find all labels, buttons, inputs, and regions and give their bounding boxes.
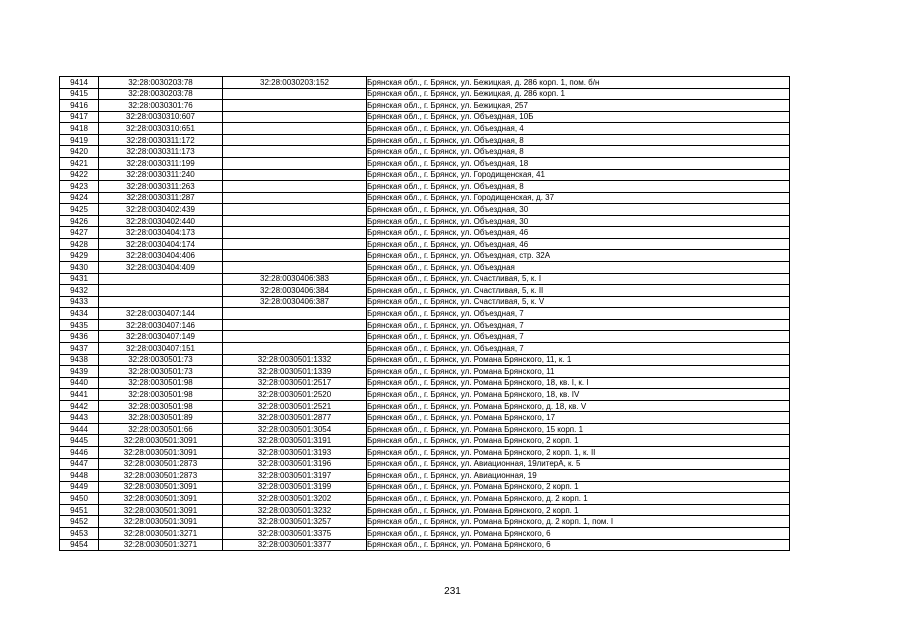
parcel-cadastral-cell: 32:28:0030501:3271 — [99, 539, 223, 551]
address-cell: Брянская обл., г. Брянск, ул. Авиационная, 19 — [367, 470, 790, 482]
parcel-cadastral-cell: 32:28:0030501:89 — [99, 412, 223, 424]
row-number-cell: 9436 — [60, 331, 99, 343]
registry-table — [59, 76, 790, 551]
row-number-cell: 9447 — [60, 458, 99, 470]
table-row — [60, 111, 790, 123]
row-number-cell: 9433 — [60, 296, 99, 308]
parcel-cadastral-cell: 32:28:0030501:66 — [99, 423, 223, 435]
parcel-cadastral-cell: 32:28:0030404:174 — [99, 238, 223, 250]
table-row — [60, 412, 790, 424]
table-row — [60, 134, 790, 146]
row-number-cell: 9425 — [60, 204, 99, 216]
object-cadastral-cell — [223, 250, 367, 262]
parcel-cadastral-cell: 32:28:0030311:263 — [99, 181, 223, 193]
table-row — [60, 238, 790, 250]
object-cadastral-cell: 32:28:0030501:2517 — [223, 377, 367, 389]
row-number-cell: 9430 — [60, 262, 99, 274]
table-row — [60, 493, 790, 505]
row-number-cell: 9418 — [60, 123, 99, 135]
table-row — [60, 146, 790, 158]
object-cadastral-cell: 32:28:0030501:3196 — [223, 458, 367, 470]
address-cell: Брянская обл., г. Брянск, ул. Объездная, 10Б — [367, 111, 790, 123]
object-cadastral-cell: 32:28:0030501:2520 — [223, 389, 367, 401]
object-cadastral-cell — [223, 146, 367, 158]
row-number-cell: 9426 — [60, 215, 99, 227]
address-cell: Брянская обл., г. Брянск, ул. Городищенская, д. 37 — [367, 192, 790, 204]
object-cadastral-cell — [223, 181, 367, 193]
row-number-cell: 9423 — [60, 181, 99, 193]
address-cell: Брянская обл., г. Брянск, ул. Романа Брянского, д. 2 корп. 1, пом. I — [367, 516, 790, 528]
object-cadastral-cell — [223, 88, 367, 100]
address-cell: Брянская обл., г. Брянск, ул. Городищенская, 41 — [367, 169, 790, 181]
object-cadastral-cell — [223, 123, 367, 135]
address-cell: Брянская обл., г. Брянск, ул. Объездная, 7 — [367, 342, 790, 354]
address-cell: Брянская обл., г. Брянск, ул. Счастливая, 5, к. V — [367, 296, 790, 308]
row-number-cell: 9431 — [60, 273, 99, 285]
parcel-cadastral-cell: 32:28:0030501:98 — [99, 400, 223, 412]
parcel-cadastral-cell — [99, 273, 223, 285]
address-cell: Брянская обл., г. Брянск, ул. Объездная, 46 — [367, 227, 790, 239]
table-row — [60, 377, 790, 389]
table-row — [60, 458, 790, 470]
object-cadastral-cell — [223, 342, 367, 354]
address-cell: Брянская обл., г. Брянск, ул. Романа Брянского, 17 — [367, 412, 790, 424]
address-cell: Брянская обл., г. Брянск, ул. Романа Брянского, 11 — [367, 366, 790, 378]
row-number-cell: 9422 — [60, 169, 99, 181]
row-number-cell: 9454 — [60, 539, 99, 551]
row-number-cell: 9451 — [60, 504, 99, 516]
parcel-cadastral-cell: 32:28:0030311:173 — [99, 146, 223, 158]
address-cell: Брянская обл., г. Брянск, ул. Авиационная, 19литерA, к. 5 — [367, 458, 790, 470]
row-number-cell: 9442 — [60, 400, 99, 412]
row-number-cell: 9432 — [60, 285, 99, 297]
table-row — [60, 296, 790, 308]
row-number-cell: 9419 — [60, 134, 99, 146]
parcel-cadastral-cell: 32:28:0030501:98 — [99, 389, 223, 401]
object-cadastral-cell — [223, 157, 367, 169]
row-number-cell: 9445 — [60, 435, 99, 447]
address-cell: Брянская обл., г. Брянск, ул. Романа Брянского, д. 18, кв. V — [367, 400, 790, 412]
object-cadastral-cell: 32:28:0030501:3257 — [223, 516, 367, 528]
address-cell: Брянская обл., г. Брянск, ул. Объездная, 30 — [367, 204, 790, 216]
table-row — [60, 262, 790, 274]
table-row — [60, 192, 790, 204]
table-row — [60, 447, 790, 459]
row-number-cell: 9421 — [60, 157, 99, 169]
object-cadastral-cell — [223, 308, 367, 320]
table-row — [60, 157, 790, 169]
table-row — [60, 435, 790, 447]
object-cadastral-cell — [223, 169, 367, 181]
row-number-cell: 9420 — [60, 146, 99, 158]
parcel-cadastral-cell: 32:28:0030501:73 — [99, 354, 223, 366]
row-number-cell: 9427 — [60, 227, 99, 239]
table-row — [60, 481, 790, 493]
row-number-cell: 9438 — [60, 354, 99, 366]
row-number-cell: 9428 — [60, 238, 99, 250]
object-cadastral-cell: 32:28:0030203:152 — [223, 77, 367, 89]
object-cadastral-cell — [223, 215, 367, 227]
address-cell: Брянская обл., г. Брянск, ул. Романа Брянского, 6 — [367, 527, 790, 539]
parcel-cadastral-cell: 32:28:0030407:151 — [99, 342, 223, 354]
row-number-cell: 9424 — [60, 192, 99, 204]
row-number-cell: 9416 — [60, 100, 99, 112]
address-cell: Брянская обл., г. Брянск, ул. Романа Брянского, 6 — [367, 539, 790, 551]
parcel-cadastral-cell — [99, 285, 223, 297]
table-row — [60, 273, 790, 285]
parcel-cadastral-cell: 32:28:0030501:73 — [99, 366, 223, 378]
address-cell: Брянская обл., г. Брянск, ул. Романа Брянского, 18, кв. I, к. I — [367, 377, 790, 389]
parcel-cadastral-cell: 32:28:0030501:2873 — [99, 458, 223, 470]
parcel-cadastral-cell: 32:28:0030407:144 — [99, 308, 223, 320]
object-cadastral-cell: 32:28:0030501:3232 — [223, 504, 367, 516]
page-number: 231 — [444, 586, 461, 597]
table-row — [60, 319, 790, 331]
object-cadastral-cell: 32:28:0030501:3202 — [223, 493, 367, 505]
table-row — [60, 181, 790, 193]
parcel-cadastral-cell: 32:28:0030203:78 — [99, 88, 223, 100]
table-row — [60, 215, 790, 227]
row-number-cell: 9434 — [60, 308, 99, 320]
parcel-cadastral-cell: 32:28:0030311:172 — [99, 134, 223, 146]
parcel-cadastral-cell: 32:28:0030404:406 — [99, 250, 223, 262]
parcel-cadastral-cell: 32:28:0030310:607 — [99, 111, 223, 123]
parcel-cadastral-cell: 32:28:0030402:439 — [99, 204, 223, 216]
row-number-cell: 9437 — [60, 342, 99, 354]
object-cadastral-cell: 32:28:0030501:3375 — [223, 527, 367, 539]
object-cadastral-cell: 32:28:0030501:1332 — [223, 354, 367, 366]
object-cadastral-cell: 32:28:0030501:2521 — [223, 400, 367, 412]
row-number-cell: 9439 — [60, 366, 99, 378]
parcel-cadastral-cell: 32:28:0030501:98 — [99, 377, 223, 389]
parcel-cadastral-cell: 32:28:0030501:3091 — [99, 481, 223, 493]
object-cadastral-cell — [223, 262, 367, 274]
parcel-cadastral-cell: 32:28:0030203:78 — [99, 77, 223, 89]
address-cell: Брянская обл., г. Брянск, ул. Объездная, 4 — [367, 123, 790, 135]
parcel-cadastral-cell: 32:28:0030501:2873 — [99, 470, 223, 482]
address-cell: Брянская обл., г. Брянск, ул. Объездная — [367, 262, 790, 274]
object-cadastral-cell: 32:28:0030501:3193 — [223, 447, 367, 459]
address-cell: Брянская обл., г. Брянск, ул. Романа Брянского, 2 корп. 1 — [367, 481, 790, 493]
table-row — [60, 366, 790, 378]
row-number-cell: 9446 — [60, 447, 99, 459]
address-cell: Брянская обл., г. Брянск, ул. Объездная, 8 — [367, 146, 790, 158]
object-cadastral-cell — [223, 192, 367, 204]
object-cadastral-cell: 32:28:0030406:387 — [223, 296, 367, 308]
address-cell: Брянская обл., г. Брянск, ул. Объездная, 7 — [367, 319, 790, 331]
object-cadastral-cell: 32:28:0030501:3197 — [223, 470, 367, 482]
parcel-cadastral-cell: 32:28:0030311:287 — [99, 192, 223, 204]
object-cadastral-cell: 32:28:0030501:3377 — [223, 539, 367, 551]
table-row — [60, 331, 790, 343]
row-number-cell: 9453 — [60, 527, 99, 539]
parcel-cadastral-cell: 32:28:0030311:240 — [99, 169, 223, 181]
object-cadastral-cell: 32:28:0030501:3199 — [223, 481, 367, 493]
object-cadastral-cell — [223, 100, 367, 112]
parcel-cadastral-cell: 32:28:0030404:409 — [99, 262, 223, 274]
parcel-cadastral-cell: 32:28:0030311:199 — [99, 157, 223, 169]
row-number-cell: 9440 — [60, 377, 99, 389]
row-number-cell: 9415 — [60, 88, 99, 100]
row-number-cell: 9448 — [60, 470, 99, 482]
row-number-cell: 9417 — [60, 111, 99, 123]
registry-table-body — [60, 77, 790, 551]
object-cadastral-cell — [223, 319, 367, 331]
table-row — [60, 88, 790, 100]
parcel-cadastral-cell: 32:28:0030301:76 — [99, 100, 223, 112]
address-cell: Брянская обл., г. Брянск, ул. Романа Брянского, 2 корп. 1, к. II — [367, 447, 790, 459]
object-cadastral-cell: 32:28:0030501:1339 — [223, 366, 367, 378]
address-cell: Брянская обл., г. Брянск, ул. Объездная, 8 — [367, 181, 790, 193]
table-row — [60, 204, 790, 216]
address-cell: Брянская обл., г. Брянск, ул. Бежицкая, д. 286 корп. 1, пом. б/н — [367, 77, 790, 89]
table-row — [60, 285, 790, 297]
table-row — [60, 77, 790, 89]
table-row — [60, 308, 790, 320]
table-row — [60, 516, 790, 528]
object-cadastral-cell — [223, 204, 367, 216]
table-row — [60, 504, 790, 516]
object-cadastral-cell — [223, 111, 367, 123]
object-cadastral-cell: 32:28:0030501:3191 — [223, 435, 367, 447]
row-number-cell: 9450 — [60, 493, 99, 505]
table-row — [60, 470, 790, 482]
address-cell: Брянская обл., г. Брянск, ул. Объездная, 7 — [367, 331, 790, 343]
address-cell: Брянская обл., г. Брянск, ул. Объездная, стр. 32А — [367, 250, 790, 262]
object-cadastral-cell — [223, 238, 367, 250]
table-row — [60, 250, 790, 262]
table-row — [60, 100, 790, 112]
parcel-cadastral-cell: 32:28:0030501:3091 — [99, 493, 223, 505]
row-number-cell: 9452 — [60, 516, 99, 528]
object-cadastral-cell — [223, 227, 367, 239]
address-cell: Брянская обл., г. Брянск, ул. Романа Брянского, 18, кв. IV — [367, 389, 790, 401]
table-row — [60, 169, 790, 181]
parcel-cadastral-cell: 32:28:0030501:3271 — [99, 527, 223, 539]
address-cell: Брянская обл., г. Брянск, ул. Объездная, 46 — [367, 238, 790, 250]
row-number-cell: 9444 — [60, 423, 99, 435]
table-row — [60, 539, 790, 551]
parcel-cadastral-cell: 32:28:0030501:3091 — [99, 447, 223, 459]
address-cell: Брянская обл., г. Брянск, ул. Объездная, 7 — [367, 308, 790, 320]
address-cell: Брянская обл., г. Брянск, ул. Объездная, 8 — [367, 134, 790, 146]
row-number-cell: 9449 — [60, 481, 99, 493]
address-cell: Брянская обл., г. Брянск, ул. Объездная, 30 — [367, 215, 790, 227]
table-row — [60, 342, 790, 354]
object-cadastral-cell: 32:28:0030501:2877 — [223, 412, 367, 424]
object-cadastral-cell — [223, 331, 367, 343]
parcel-cadastral-cell: 32:28:0030501:3091 — [99, 435, 223, 447]
address-cell: Брянская обл., г. Брянск, ул. Романа Брянского, 15 корп. 1 — [367, 423, 790, 435]
address-cell: Брянская обл., г. Брянск, ул. Бежицкая, 257 — [367, 100, 790, 112]
address-cell: Брянская обл., г. Брянск, ул. Объездная, 18 — [367, 157, 790, 169]
parcel-cadastral-cell — [99, 296, 223, 308]
object-cadastral-cell: 32:28:0030406:384 — [223, 285, 367, 297]
row-number-cell: 9443 — [60, 412, 99, 424]
address-cell: Брянская обл., г. Брянск, ул. Счастливая, 5, к. II — [367, 285, 790, 297]
parcel-cadastral-cell: 32:28:0030407:149 — [99, 331, 223, 343]
table-row — [60, 123, 790, 135]
table-row — [60, 400, 790, 412]
address-cell: Брянская обл., г. Брянск, ул. Счастливая, 5, к. I — [367, 273, 790, 285]
row-number-cell: 9441 — [60, 389, 99, 401]
object-cadastral-cell — [223, 134, 367, 146]
address-cell: Брянская обл., г. Брянск, ул. Романа Брянского, 2 корп. 1 — [367, 504, 790, 516]
row-number-cell: 9435 — [60, 319, 99, 331]
address-cell: Брянская обл., г. Брянск, ул. Романа Брянского, д. 2 корп. 1 — [367, 493, 790, 505]
table-row — [60, 354, 790, 366]
parcel-cadastral-cell: 32:28:0030404:173 — [99, 227, 223, 239]
table-row — [60, 423, 790, 435]
row-number-cell: 9414 — [60, 77, 99, 89]
table-row — [60, 527, 790, 539]
address-cell: Брянская обл., г. Брянск, ул. Романа Брянского, 11, к. 1 — [367, 354, 790, 366]
object-cadastral-cell: 32:28:0030501:3054 — [223, 423, 367, 435]
parcel-cadastral-cell: 32:28:0030501:3091 — [99, 504, 223, 516]
address-cell: Брянская обл., г. Брянск, ул. Романа Брянского, 2 корп. 1 — [367, 435, 790, 447]
parcel-cadastral-cell: 32:28:0030310:651 — [99, 123, 223, 135]
parcel-cadastral-cell: 32:28:0030407:146 — [99, 319, 223, 331]
table-row — [60, 227, 790, 239]
parcel-cadastral-cell: 32:28:0030501:3091 — [99, 516, 223, 528]
row-number-cell: 9429 — [60, 250, 99, 262]
parcel-cadastral-cell: 32:28:0030402:440 — [99, 215, 223, 227]
table-row — [60, 389, 790, 401]
address-cell: Брянская обл., г. Брянск, ул. Бежицкая, д. 286 корп. 1 — [367, 88, 790, 100]
object-cadastral-cell: 32:28:0030406:383 — [223, 273, 367, 285]
